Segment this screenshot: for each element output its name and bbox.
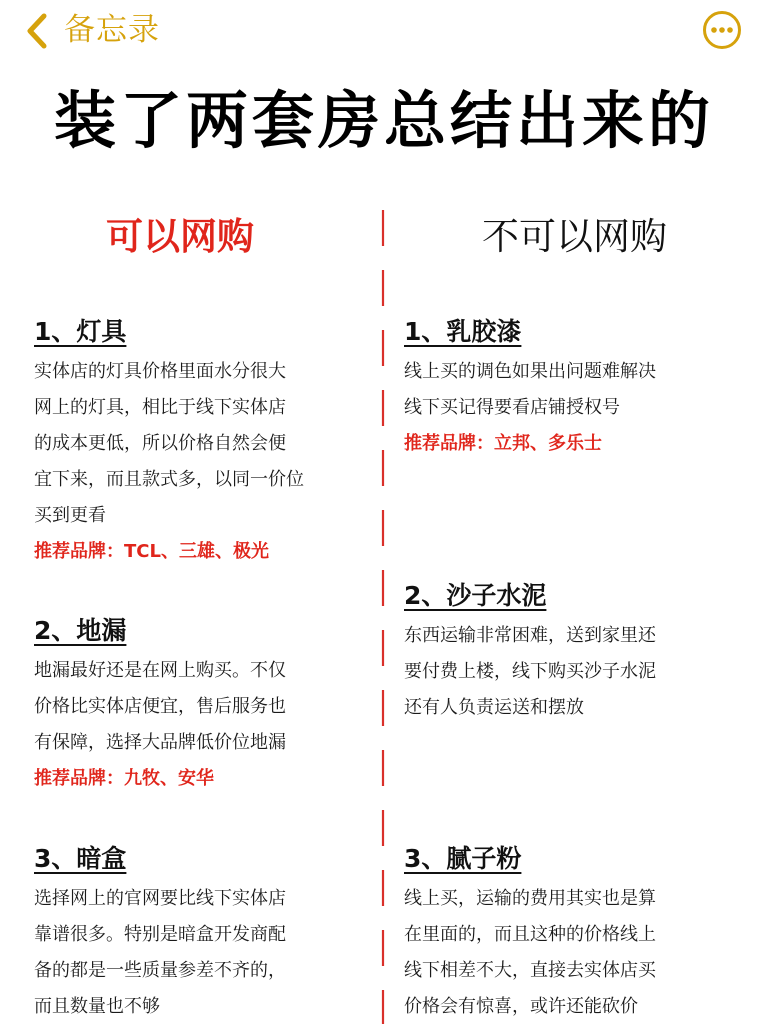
item-line: 线下买记得要看店铺授权号 <box>404 397 620 418</box>
right-item-3 <box>404 843 656 1025</box>
item-line: 在里面的，而且这种的价格线上 <box>404 924 656 945</box>
item-body <box>404 618 656 726</box>
page-title: 装了两套房总结出来的 <box>53 84 714 157</box>
item-line: 实体店的灯具价格里面水分很大 <box>34 361 286 382</box>
item-line: 要付费上楼，线下购买沙子水泥 <box>404 661 656 682</box>
item-line: 地漏最好还是在网上购买。不仅 <box>34 660 286 681</box>
item-title: 1、灯具 <box>34 317 127 346</box>
more-options-icon[interactable] <box>702 10 742 50</box>
item-line: 还有人负责运送和摆放 <box>404 697 584 718</box>
right-item-2 <box>404 580 656 726</box>
chevron-left-icon[interactable] <box>22 12 50 50</box>
item-body <box>404 354 656 426</box>
item-line: 有保障，选择大品牌低价位地漏 <box>34 732 286 753</box>
item-line: 价格比实体店便宜，售后服务也 <box>34 696 286 717</box>
nav-bar <box>0 0 768 66</box>
item-line: 价格会有惊喜，或许还能砍价 <box>404 996 638 1017</box>
back-button-label[interactable]: 备忘录 <box>64 12 160 48</box>
item-line: 备的都是一些质量参差不齐的， <box>34 960 286 981</box>
item-line: 的成本更低，所以价格自然会便 <box>34 433 286 454</box>
recommended-brands: 推荐品牌：TCL、三雄、极光 <box>34 541 269 562</box>
item-line: 宜下来，而且款式多，以同一价位 <box>34 469 304 490</box>
left-column-heading: 可以网购 <box>106 215 254 258</box>
left-item-1 <box>34 316 304 570</box>
item-body <box>404 881 656 1025</box>
item-line: 东西运输非常困难，送到家里还 <box>404 625 656 646</box>
recommended-brands: 推荐品牌：九牧、安华 <box>34 768 214 789</box>
item-line: 线上买的调色如果出问题难解决 <box>404 361 656 382</box>
item-title: 3、暗盒 <box>34 844 127 873</box>
item-body <box>34 354 304 534</box>
item-title: 3、腻子粉 <box>404 844 522 873</box>
item-line: 而且数量也不够 <box>34 996 160 1017</box>
item-line: 线上买，运输的费用其实也是算 <box>404 888 656 909</box>
left-item-2 <box>34 615 286 797</box>
left-item-3 <box>34 843 286 1025</box>
column-divider <box>380 210 386 1024</box>
right-item-1 <box>404 316 656 462</box>
item-line: 买到更看 <box>34 505 106 526</box>
item-title: 2、沙子水泥 <box>404 581 547 610</box>
item-body <box>34 881 286 1025</box>
item-title: 1、乳胶漆 <box>404 317 522 346</box>
item-line: 靠谱很多。特别是暗盒开发商配 <box>34 924 286 945</box>
item-line: 网上的灯具，相比于线下实体店 <box>34 397 286 418</box>
item-body <box>34 653 286 761</box>
item-title: 2、地漏 <box>34 616 127 645</box>
recommended-brands: 推荐品牌：立邦、多乐士 <box>404 433 602 454</box>
item-line: 选择网上的官网要比线下实体店 <box>34 888 286 909</box>
item-line: 线下相差不大，直接去实体店买 <box>404 960 656 981</box>
right-column-heading: 不可以网购 <box>482 215 667 258</box>
